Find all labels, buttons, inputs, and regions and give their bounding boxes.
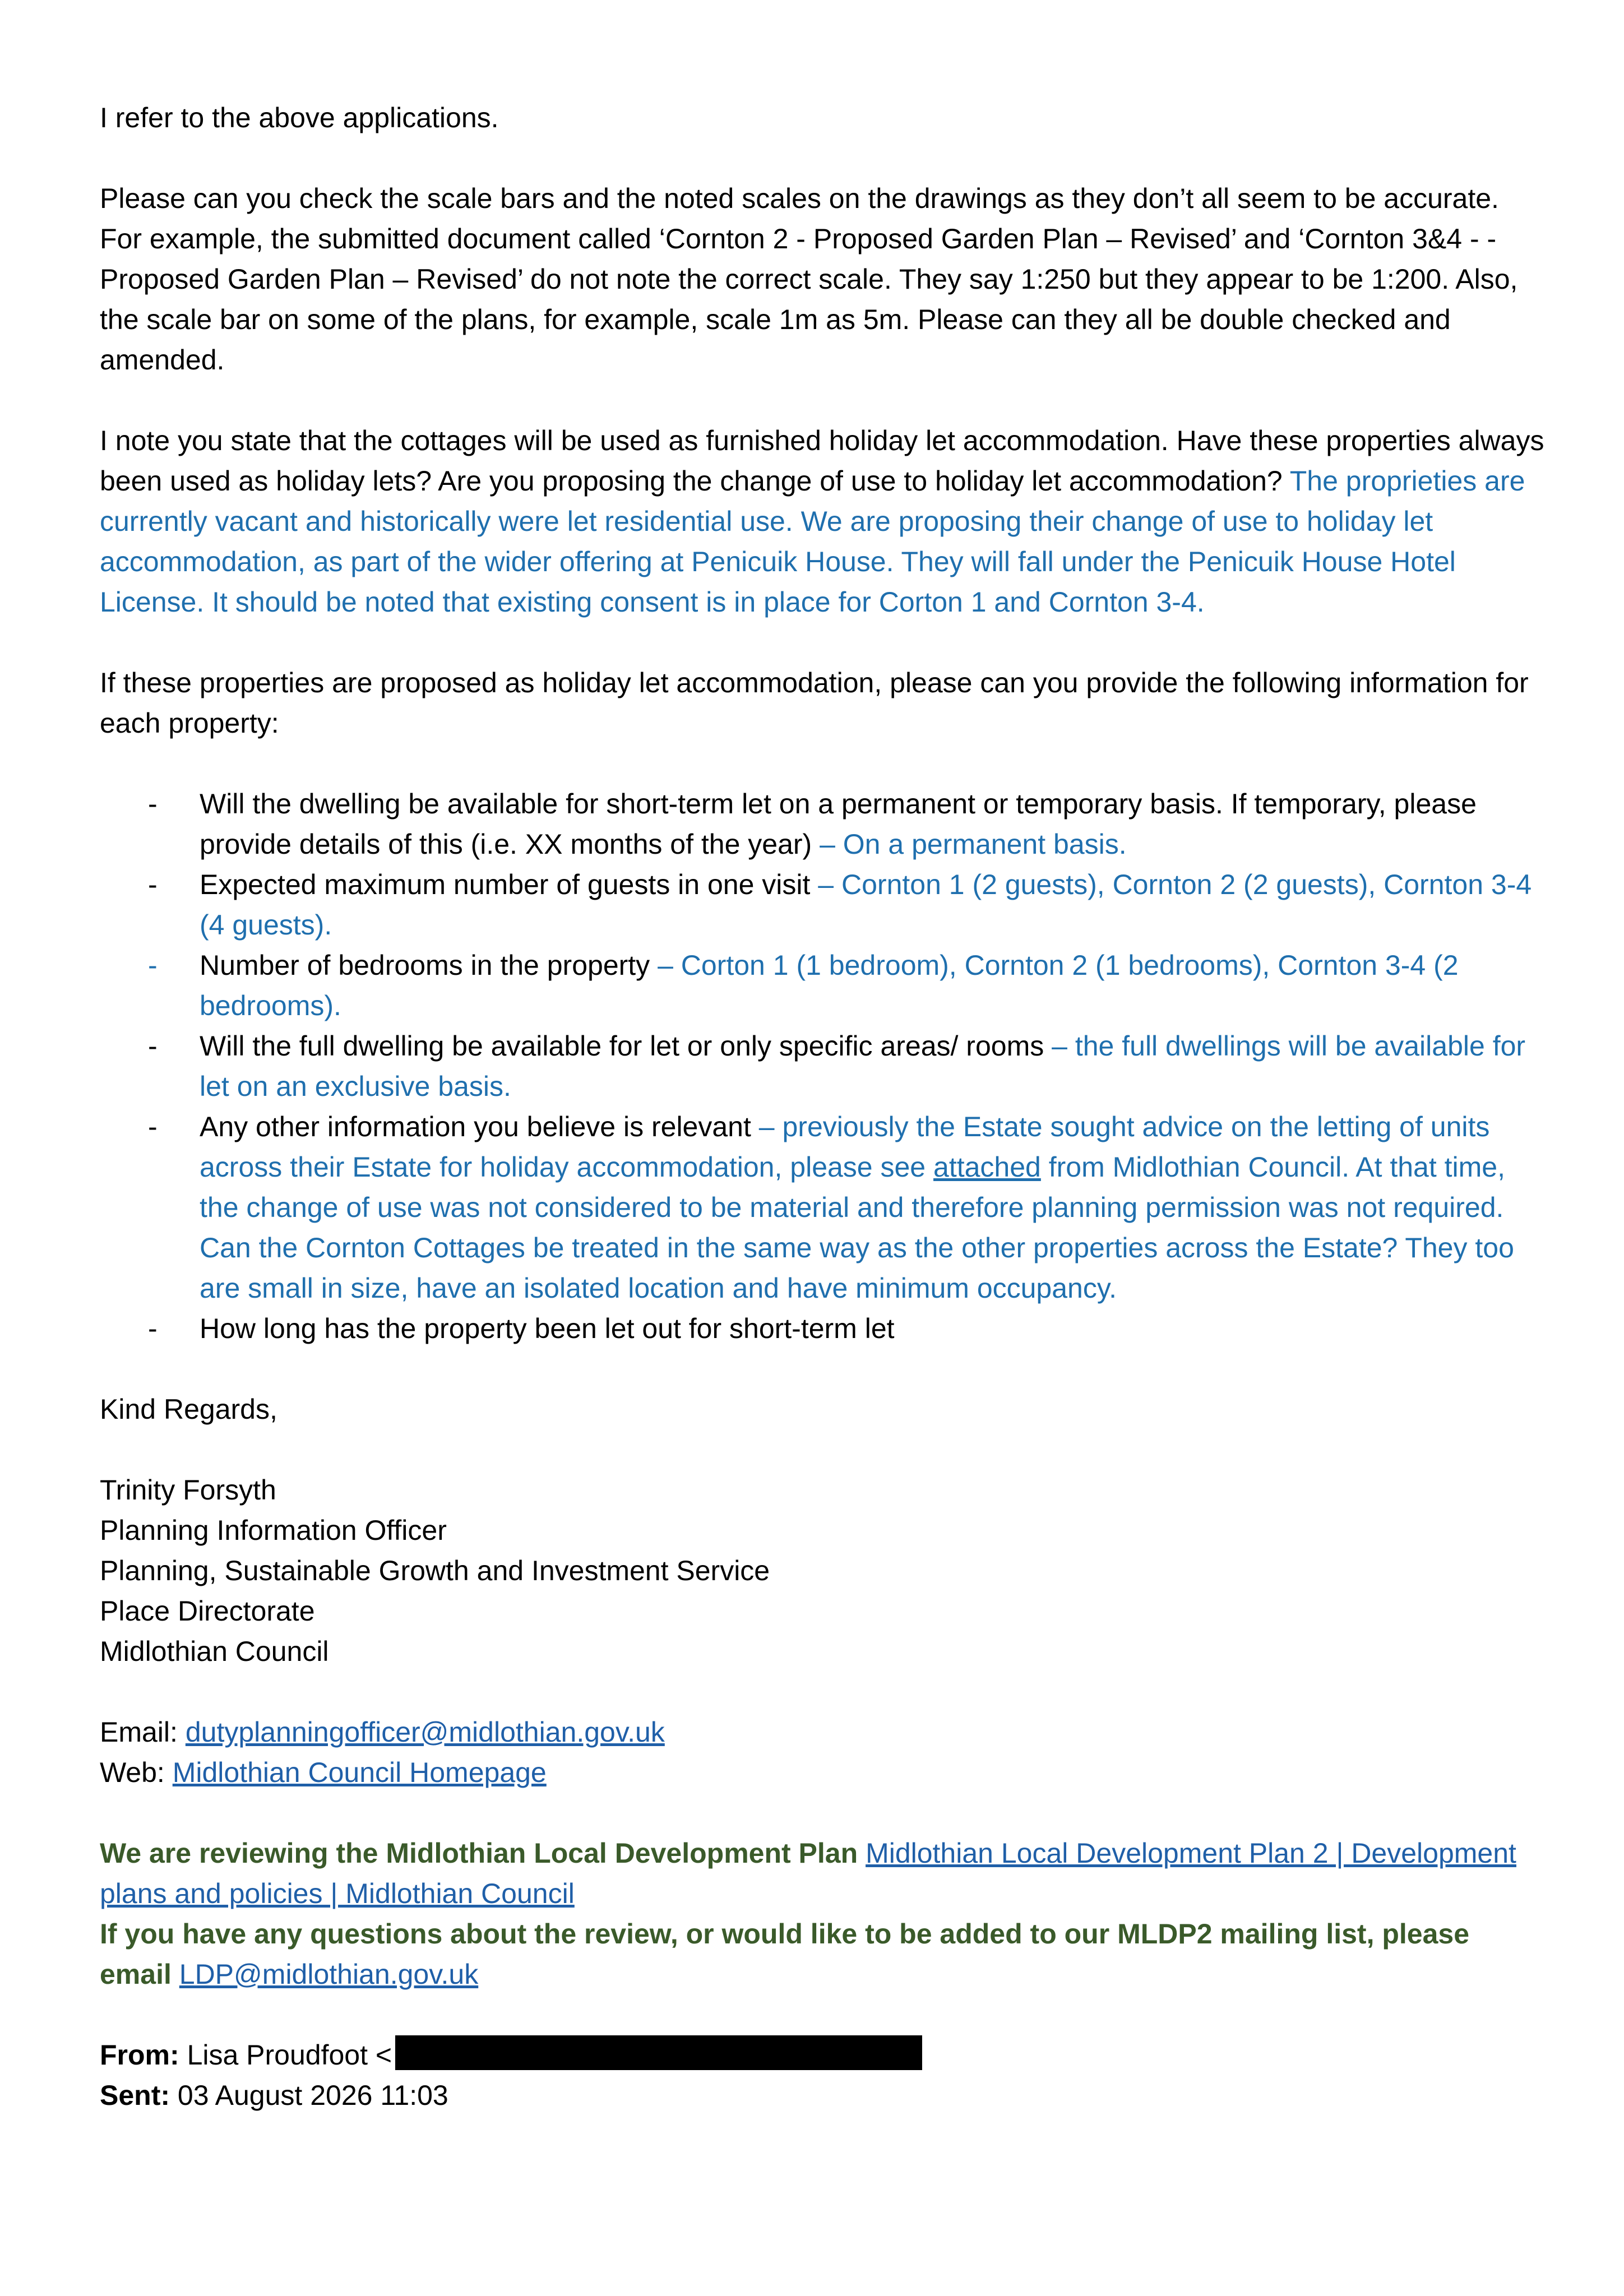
signature-name: Trinity Forsyth [100,1474,276,1506]
info-request: If these properties are proposed as holiday let accommodation, please can you provide the following information for each property: [100,667,1529,739]
ldp-line-1 [100,1833,1546,1914]
intro-line: I refer to the above applications. [100,102,499,133]
list-answer: – Corton 1 (1 bedroom), Cornton 2 (1 bedrooms), Cornton 3-4 (2 bedrooms). [200,950,1459,1021]
list-answer: – On a permanent basis. [820,828,1127,860]
holiday-answer: The proprieties are currently vacant and historically were let residential use. We are proposing their change of use to holiday let accommodation, as part of the wider offering at Penicuik House. They will fall under the Penicuik House Hotel License. It should be noted that existing consent is in place for Corton 1 and Cornton 3-4. [100,465,1525,618]
homepage-link[interactable]: Midlothian Council Homepage [172,1757,547,1788]
bullet-dash: - [148,788,158,820]
from-value: Lisa Proudfoot < [187,2039,392,2071]
email-line [100,1712,1546,1752]
ldp-text-2: If you have any questions about the review, or would like to be added to our MLDP2 mailing list, please email [100,1918,1470,1990]
scale-paragraph: Please can you check the scale bars and the noted scales on the drawings as they don’t all seem to be accurate. For example, the submitted document called ‘Cornton 2 - Proposed Garden Plan – Revised’ and ‘Cornton 3&4 - - Proposed Garden Plan – Revised’ do not note the correct scale. They say 1:250 but they appear to be 1:200. Also, the scale bar on some of the plans, for example, scale 1m as 5m. Please can they all be double checked and amended. [100,183,1518,376]
bullet-dash: - [148,869,158,900]
list-answer: – Cornton 1 (2 guests), Cornton 2 (2 guests), Cornton 3-4 (4 guests). [200,869,1532,941]
closing: Kind Regards, [100,1394,277,1425]
from-line [100,2035,1546,2075]
list-item [100,1107,1546,1308]
bullet-dash: - [148,1111,158,1142]
ldp-email-link[interactable]: LDP@midlothian.gov.uk [179,1959,479,1990]
list-item [100,1308,1546,1349]
question-list [100,784,1546,1349]
signature-block [100,1470,1546,1672]
sent-value: 03 August 2026 11:03 [177,2080,448,2111]
holiday-paragraph [100,420,1546,622]
from-label: From: [100,2039,179,2071]
attached-link[interactable]: attached [933,1151,1041,1183]
list-item [100,864,1546,945]
email-link[interactable]: dutyplanningofficer@midlothian.gov.uk [185,1716,665,1748]
list-answer-before: – previously the Estate sought advice on the letting of units across their Estate for holiday accommodation, please see [200,1111,1490,1183]
bullet-dash: - [148,1030,158,1062]
email-body [100,98,1546,2116]
list-item [100,945,1546,1026]
email-header [100,2035,1546,2116]
list-item [100,784,1546,864]
signature-title: Planning Information Officer [100,1515,447,1546]
bullet-dash: - [148,1313,158,1344]
list-question: Will the full dwelling be available for let or only specific areas/ rooms [200,1030,1044,1062]
list-answer: – the full dwellings will be available for let on an exclusive basis. [200,1030,1526,1102]
ldp-plan-link[interactable]: Midlothian Local Development Plan 2 | Development plans and policies | Midlothian Council [100,1837,1516,1909]
list-question: Any other information you believe is relevant [200,1111,751,1142]
list-answer-after: from Midlothian Council. At that time, the change of use was not considered to be material and therefore planning permission was not required. Can the Cornton Cottages be treated in the same way as the other properties across the Estate? They too are small in size, have an isolated location and have minimum occupancy. [200,1151,1514,1304]
ldp-line-2 [100,1914,1546,1994]
ldp-text-1: We are reviewing the Midlothian Local Development Plan [100,1837,858,1869]
email-label: Email: [100,1716,178,1748]
contact-block [100,1712,1546,1793]
bullet-dash: - [148,950,158,981]
sent-label: Sent: [100,2080,170,2111]
list-question: Will the dwelling be available for short-term let on a permanent or temporary basis. If temporary, please provide details of this (i.e. XX months of the year) [200,788,1477,860]
list-item [100,1026,1546,1107]
list-question: Expected maximum number of guests in one visit [200,869,811,900]
list-question: Number of bedrooms in the property [200,950,650,981]
redaction-bar [395,2035,922,2070]
holiday-question: I note you state that the cottages will be used as furnished holiday let accommodation. Have these properties always been used as holiday lets? Are you proposing the change of use to holiday let accommodation? [100,425,1544,497]
list-question: How long has the property been let out for short-term let [200,1313,895,1344]
web-label: Web: [100,1757,165,1788]
sent-line [100,2075,1546,2116]
signature-service: Planning, Sustainable Growth and Investment Service [100,1555,770,1586]
web-line [100,1752,1546,1793]
ldp-notice [100,1833,1546,1994]
signature-directorate: Place Directorate [100,1595,315,1627]
signature-council: Midlothian Council [100,1636,329,1667]
